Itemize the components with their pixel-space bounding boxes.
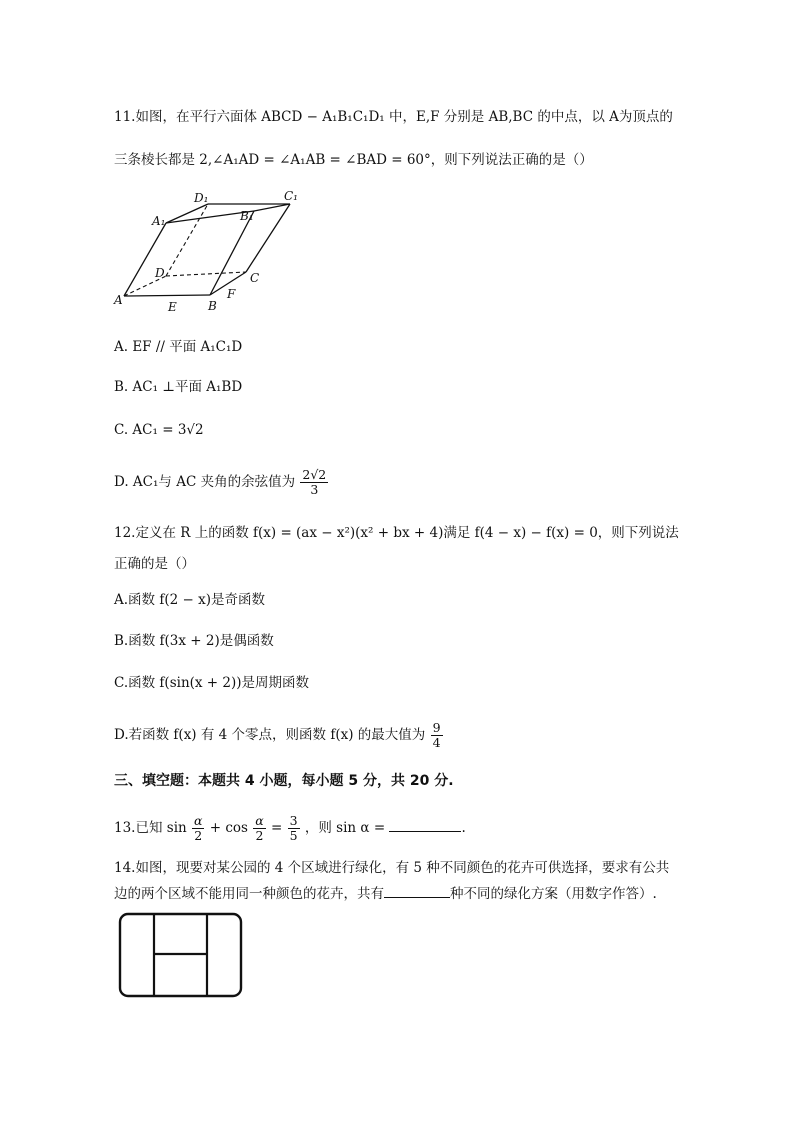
parallelepiped-figure — [112, 188, 312, 314]
q13-fraction-1 — [192, 814, 204, 843]
edge-BB1 — [210, 211, 254, 295]
q12-option-d-fraction — [431, 721, 443, 750]
section-three-heading: 三、填空题：本题共 4 小题，每小题 5 分，共 20 分. — [114, 773, 454, 789]
q11-option-b: B. AC₁ ⊥平面 A₁BD — [114, 379, 243, 395]
edge-AA1 — [124, 223, 166, 296]
q14-line2-suffix: 种不同的绿化方案（用数字作答）. — [450, 886, 657, 902]
fraction-numerator: 9 — [432, 720, 441, 735]
edge-DD1-hidden — [166, 204, 208, 276]
q13-middle: + cos — [209, 820, 248, 836]
q12-option-d-text: D.若函数 f(x) 有 4 个零点，则函数 f(x) 的最大值为 — [114, 727, 426, 743]
fraction-denominator: 5 — [289, 828, 298, 843]
fraction-denominator: 3 — [310, 482, 319, 497]
q12-option-a: A.函数 f(2 − x)是奇函数 — [114, 592, 265, 608]
q13-end: . — [461, 820, 466, 836]
park-regions-figure — [118, 912, 244, 1000]
q11-option-c: C. AC₁ = 3√2 — [114, 422, 204, 438]
label-D: D — [155, 266, 165, 280]
q12-option-d — [114, 721, 444, 750]
q12-line1: 12.定义在 R 上的函数 f(x) = (ax − x²)(x² + bx + 4)满足 f(4 − x) − f(x) = 0，则下列说法 — [114, 525, 679, 541]
edge-DC-hidden — [166, 272, 246, 276]
q13-suffix: ，则 sin α = — [304, 820, 386, 836]
label-A: A — [114, 293, 123, 307]
label-B: B — [208, 299, 217, 313]
fraction-denominator: 2 — [194, 828, 203, 843]
q13-answer-blank[interactable] — [389, 817, 461, 832]
q13-prefix: 13.已知 sin — [114, 820, 187, 836]
q14-line2-prefix: 边的两个区域不能用同一种颜色的花卉，共有 — [114, 886, 384, 902]
q13-line — [114, 814, 466, 843]
label-A1: A₁ — [152, 214, 166, 228]
q13-fraction-2 — [253, 814, 265, 843]
fraction-numerator: α — [255, 813, 264, 828]
q13-equals: = — [271, 820, 283, 836]
q14-line1: 14.如图，现要对某公园的 4 个区域进行绿化，有 5 种不同颜色的花卉可供选择，要求有公共 — [114, 860, 670, 876]
q13-fraction-3 — [288, 814, 300, 843]
q11-option-d — [114, 468, 329, 497]
q12-option-b: B.函数 f(3x + 2)是偶函数 — [114, 633, 274, 649]
q11-line2: 三条棱长都是 2,∠A₁AD = ∠A₁AB = ∠BAD = 60°，则下列说法正确的是（） — [114, 152, 593, 168]
fraction-numerator: 2√2 — [302, 467, 327, 482]
fraction-denominator: 4 — [432, 735, 441, 750]
q14-answer-blank[interactable] — [384, 883, 450, 898]
edge-AB — [124, 295, 210, 296]
q11-option-a: A. EF // 平面 A₁C₁D — [114, 339, 243, 355]
label-E: E — [168, 300, 177, 314]
q11-option-d-text: D. AC₁与 AC 夹角的余弦值为 — [114, 474, 296, 490]
label-D1: D₁ — [194, 191, 209, 205]
q11-option-d-fraction — [300, 468, 328, 497]
fraction-numerator: 3 — [289, 813, 298, 828]
label-F: F — [227, 287, 236, 301]
q12-line2: 正确的是（） — [114, 556, 195, 572]
fraction-numerator: α — [194, 813, 203, 828]
fraction-denominator: 2 — [255, 828, 264, 843]
edge-B1C1 — [254, 204, 290, 211]
label-C1: C₁ — [284, 189, 298, 203]
q12-option-c: C.函数 f(sin(x + 2))是周期函数 — [114, 675, 310, 691]
label-C: C — [250, 271, 260, 285]
label-B1: B₁ — [240, 209, 254, 223]
q11-line1: 11.如图，在平行六面体 ABCD − A₁B₁C₁D₁ 中，E,F 分别是 AB,BC 的中点，以 A为顶点的 — [114, 109, 673, 125]
q14-line2 — [114, 883, 657, 904]
